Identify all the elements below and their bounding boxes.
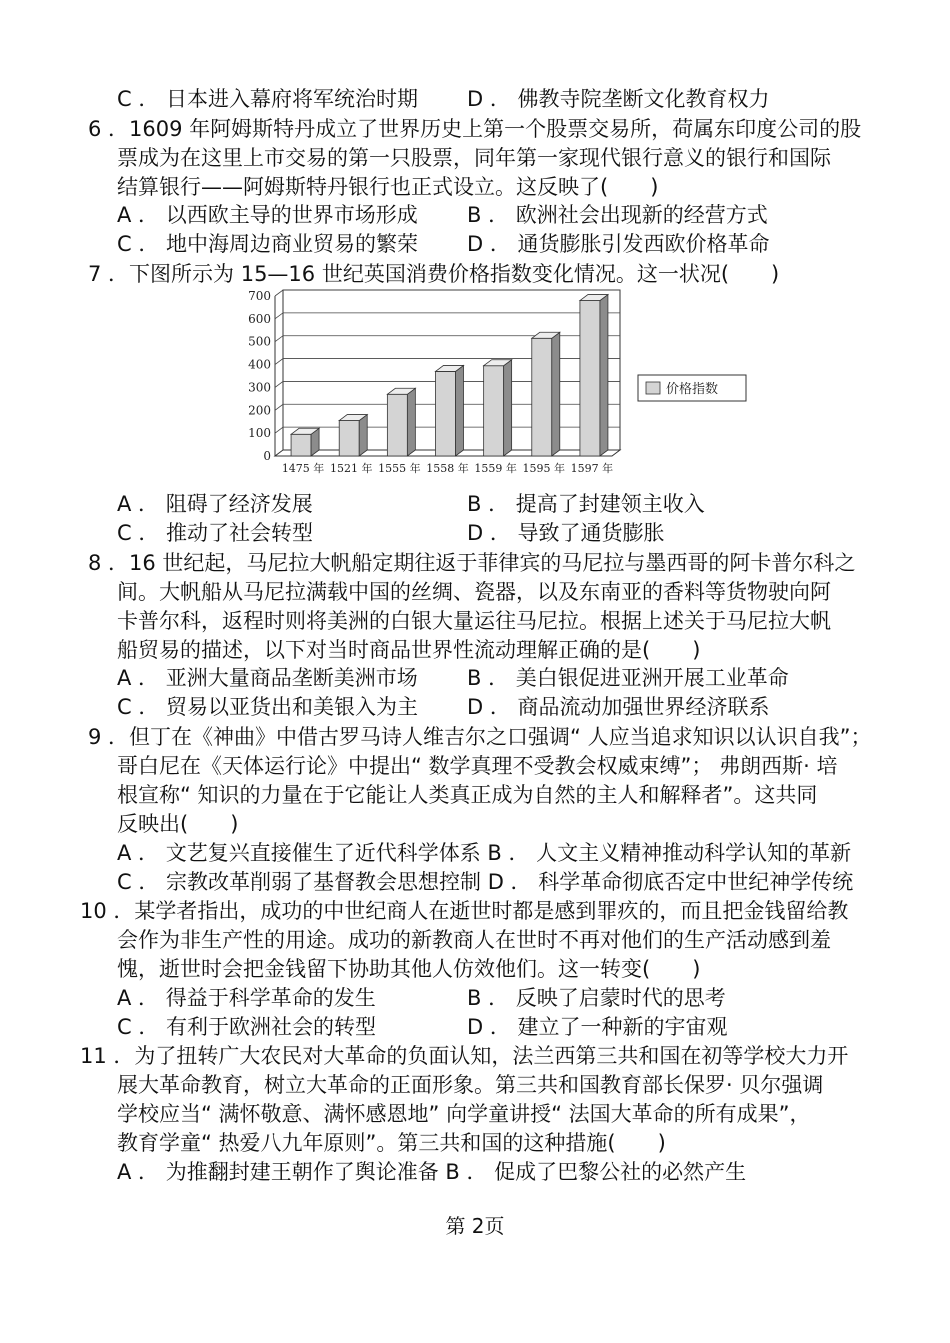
- question-8-stem: 8 ．16 世纪起，马尼拉大帆船定期往返于菲律宾的马尼拉与墨西哥的阿卡普尔科之: [88, 551, 856, 575]
- question-10-option-c: C ． 有利于欧洲社会的转型: [117, 1015, 377, 1039]
- x-tick-label: 1558 年: [426, 462, 469, 475]
- bar-side: [552, 332, 560, 456]
- bar: [387, 394, 407, 456]
- question-11-stem-2: 展大革命教育，树立大革命的正面形象。第三共和国教育部长保罗· 贝尔强调: [117, 1073, 824, 1097]
- question-6-stem-2: 票成为在这里上市交易的第一只股票，同年第一家现代银行意义的银行和国际: [117, 146, 831, 170]
- question-8-option-a: A ． 亚洲大量商品垄断美洲市场: [117, 666, 418, 690]
- question-11-stem-4: 教育学童“ 热爱八九年原则”。第三共和国的这种措施( ): [117, 1131, 666, 1155]
- question-8-stem-2: 间。大帆船从马尼拉满载中国的丝绸、瓷器，以及东南亚的香料等货物驶向阿: [117, 580, 831, 604]
- legend-swatch: [646, 382, 660, 394]
- y-tick-label: 100: [248, 426, 271, 441]
- bar: [484, 366, 504, 456]
- bar: [339, 421, 359, 456]
- question-6-stem: 6 ．1609 年阿姆斯特丹成立了世界历史上第一个股票交易所，荷属东印度公司的股: [88, 117, 862, 141]
- y-tick-label: 700: [248, 289, 271, 303]
- question-9-options-ab: A ． 文艺复兴直接催生了近代科学体系 B ． 人文主义精神推动科学认知的革新: [117, 841, 852, 865]
- question-8-option-d: D ． 商品流动加强世界经济联系: [467, 695, 770, 719]
- x-tick-label: 1475 年: [281, 462, 325, 475]
- bar: [532, 338, 552, 456]
- x-tick-label: 1595 年: [522, 462, 566, 475]
- bar-side: [456, 365, 464, 456]
- y-tick-label: 0: [263, 449, 271, 463]
- question-6-stem-3: 结算银行——阿姆斯特丹银行也正式设立。这反映了( ): [117, 175, 659, 199]
- question-7-option-b: B ． 提高了封建领主收入: [467, 492, 705, 516]
- question-6-option-b: B ． 欧洲社会出现新的经营方式: [467, 203, 768, 227]
- option-c-prev: C ． 日本进入幕府将军统治时期: [117, 87, 419, 111]
- question-8-stem-4: 船贸易的描述，以下对当时商品世界性流动理解正确的是( ): [117, 638, 701, 662]
- bar-side: [504, 360, 512, 456]
- question-6-option-c: C ． 地中海周边商业贸易的繁荣: [117, 232, 419, 256]
- question-9-stem-3: 根宣称“ 知识的力量在于它能让人类真正成为自然的主人和解释者”。这共同: [117, 783, 818, 807]
- question-11-stem-3: 学校应当“ 满怀敬意、满怀感恩地” 向学童讲授“ 法国大革命的所有成果”，: [117, 1102, 811, 1126]
- question-10-option-d: D ． 建立了一种新的宇宙观: [467, 1015, 728, 1039]
- question-10-option-b: B ． 反映了启蒙时代的思考: [467, 986, 726, 1010]
- bar: [436, 371, 456, 456]
- legend-label: 价格指数: [666, 382, 719, 397]
- y-tick-label: 200: [248, 403, 271, 418]
- page-number: 第 2页: [445, 1214, 505, 1238]
- y-tick-label: 300: [248, 380, 271, 395]
- question-8-option-b: B ． 美白银促进亚洲开展工业革命: [467, 666, 789, 690]
- question-6-option-d: D ． 通货膨胀引发西欧价格革命: [467, 232, 770, 256]
- x-tick-label: 1597 年: [570, 462, 614, 475]
- question-9-stem: 9 ．但丁在《神曲》中借古罗马诗人维吉尔之口强调“ 人应当追求知识以认识自我”；: [88, 725, 872, 749]
- bar-side: [600, 295, 608, 456]
- question-9-options-cd: C ． 宗教改革削弱了基督教会思想控制 D ． 科学革命彻底否定中世纪神学传统: [117, 870, 854, 894]
- question-11-stem: 11 ．为了扭转广大农民对大革命的负面认知，法兰西第三共和国在初等学校大力开: [80, 1044, 849, 1068]
- x-tick-label: 1555 年: [378, 462, 421, 475]
- question-7-stem: 7 ．下图所示为 15—16 世纪英国消费价格指数变化情况。这一状况( ): [88, 262, 780, 286]
- question-8-stem-3: 卡普尔科，返程时则将美洲的白银大量运往马尼拉。根据上述关于马尼拉大帆: [117, 609, 831, 633]
- bar-side: [407, 388, 415, 456]
- question-7-option-a: A ． 阻碍了经济发展: [117, 492, 313, 516]
- bar: [580, 301, 600, 456]
- question-10-stem-2: 会作为非生产性的用途。成功的新教商人在世时不再对他们的生产活动感到羞: [117, 928, 831, 952]
- question-9-stem-2: 哥白尼在《天体运行论》中提出“ 数学真理不受教会权威束缚”； 弗朗西斯· 培: [117, 754, 838, 778]
- question-10-stem: 10 ．某学者指出，成功的中世纪商人在逝世时都是感到罪疚的，而且把金钱留给教: [80, 899, 849, 923]
- question-11-options-ab: A ． 为推翻封建王朝作了舆论准备 B ． 促成了巴黎公社的必然产生: [117, 1160, 747, 1184]
- price-index-chart: [240, 287, 760, 487]
- question-8-option-c: C ． 贸易以亚货出和美银入为主: [117, 695, 419, 719]
- bar: [291, 434, 311, 456]
- option-d-prev: D ． 佛教寺院垄断文化教育权力: [467, 87, 770, 111]
- y-tick-label: 600: [248, 311, 271, 326]
- x-tick-label: 1559 年: [474, 462, 517, 475]
- question-10-stem-3: 愧，逝世时会把金钱留下协助其他人仿效他们。这一转变( ): [117, 957, 701, 981]
- bar-side: [359, 415, 367, 456]
- y-tick-label: 400: [248, 357, 271, 372]
- question-6-option-a: A ． 以西欧主导的世界市场形成: [117, 203, 418, 227]
- y-tick-label: 500: [248, 334, 271, 349]
- question-10-option-a: A ． 得益于科学革命的发生: [117, 986, 376, 1010]
- question-7-option-d: D ． 导致了通货膨胀: [467, 521, 665, 545]
- question-7-option-c: C ． 推动了社会转型: [117, 521, 314, 545]
- x-tick-label: 1521 年: [329, 462, 373, 475]
- question-9-stem-4: 反映出( ): [117, 812, 239, 836]
